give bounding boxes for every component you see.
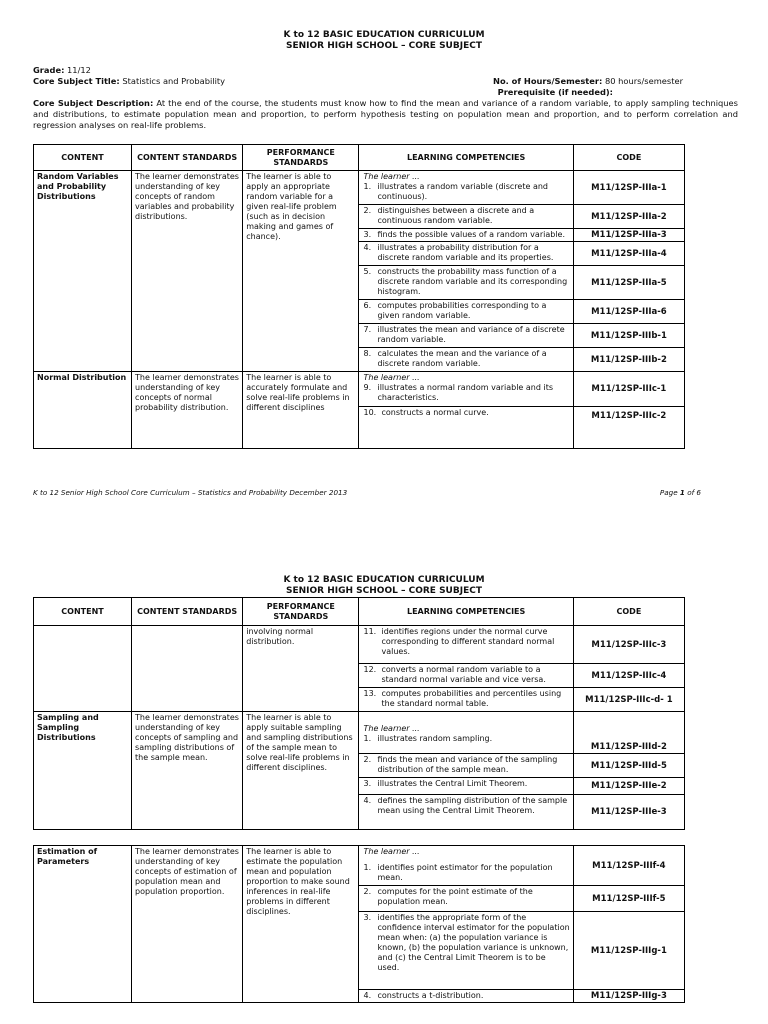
col-learning-competencies: LEARNING COMPETENCIES <box>359 598 573 626</box>
competency-item: The learner ... 1. illustrates random sampling. <box>359 712 573 754</box>
competency-item: 4. illustrates a probability distribution for a discrete random variable and its properties. <box>359 242 573 266</box>
performance-standard-cell: involving normal distribution. <box>243 626 359 712</box>
page-footer <box>33 488 701 497</box>
code-cell: M11/12SP-IIIc-2 <box>573 407 684 449</box>
competency-item: 3. finds the possible values of a random variable. <box>359 229 573 242</box>
code-cell: M11/12SP-IIIa-6 <box>573 300 684 324</box>
grade-label: Grade: <box>33 65 65 75</box>
competency-item: 12. converts a normal random variable to a standard normal variable and vice versa. <box>359 664 573 688</box>
col-content: CONTENT <box>34 598 132 626</box>
content-standard-cell: The learner demonstrates understanding of key concepts of sampling and sampling distributions of the sample mean. <box>132 712 243 830</box>
competency-item: 13. computes probabilities and percentiles using the standard normal table. <box>359 688 573 712</box>
code-cell: M11/12SP-IIIe-3 <box>573 795 684 830</box>
learner-intro: The learner ... <box>363 724 420 733</box>
header-line-2: SENIOR HIGH SCHOOL – CORE SUBJECT <box>286 41 482 51</box>
hours-label: No. of Hours/Semester: <box>493 76 603 86</box>
competency-item: 5. constructs the probability mass function of a discrete random variable and its corresponding histogram. <box>359 266 573 300</box>
hours-value: 80 hours/semester <box>604 76 683 86</box>
code-cell: M11/12SP-IIIb-2 <box>573 348 684 372</box>
code-cell: M11/12SP-IIIa-5 <box>573 266 684 300</box>
content-cell: Sampling and Sampling Distributions <box>34 712 132 830</box>
col-learning-competencies: LEARNING COMPETENCIES <box>359 145 573 171</box>
content-cell <box>34 626 132 712</box>
content-standard-cell: The learner demonstrates understanding of key concepts of random variables and probability distributions. <box>132 171 243 372</box>
competency-item: 8. calculates the mean and the variance of a discrete random variable. <box>359 348 573 372</box>
competency-item: 4. constructs a t-distribution. <box>359 990 573 1003</box>
code-cell: M11/12SP-IIIa-3 <box>573 229 684 242</box>
performance-standard-cell: The learner is able to accurately formulate and solve real-life problems in different disciplines <box>243 372 359 449</box>
competency-item: 3. identifies the appropriate form of the confidence interval estimator for the population mean when: (a) the population variance is known, (b) the population variance is unknown, and (c) the Central Limit Theorem is to be used. <box>359 912 573 990</box>
curriculum-table-1 <box>33 144 685 449</box>
code-cell: M11/12SP-IIIc-4 <box>573 664 684 688</box>
code-cell: M11/12SP-IIId-2 <box>573 712 684 754</box>
code-cell: M11/12SP-IIIc-3 <box>573 626 684 664</box>
competency-item: 2. finds the mean and variance of the sampling distribution of the sample mean. <box>359 754 573 778</box>
competency-item: The learner ... 1. identifies point estimator for the population mean. <box>359 846 573 886</box>
col-content-standards: CONTENT STANDARDS <box>132 145 243 171</box>
content-standard-cell: The learner demonstrates understanding of key concepts of estimation of population mean and population proportion. <box>132 846 243 1003</box>
learner-intro: The learner ... <box>363 847 420 856</box>
competency-item: 6. computes probabilities corresponding to a given random variable. <box>359 300 573 324</box>
code-cell: M11/12SP-IIId-5 <box>573 754 684 778</box>
competency-item: 11. identifies regions under the normal curve corresponding to different standard normal values. <box>359 626 573 664</box>
code-cell: M11/12SP-IIIg-3 <box>573 990 684 1003</box>
code-cell: M11/12SP-IIIg-1 <box>573 912 684 990</box>
col-code: CODE <box>573 145 684 171</box>
competency-item: 10. constructs a normal curve. <box>359 407 573 449</box>
competency-item: 7. illustrates the mean and variance of a discrete random variable. <box>359 324 573 348</box>
learner-intro: The learner ... <box>363 373 420 382</box>
performance-standard-cell: The learner is able to estimate the population mean and population proportion to make sound inferences in real-life problems in different disciplines. <box>243 846 359 1003</box>
competency-item: 3. illustrates the Central Limit Theorem. <box>359 778 573 795</box>
page-header <box>0 30 768 52</box>
competency-item: The learner ... 9. illustrates a normal random variable and its characteristics. <box>359 372 573 407</box>
description-text: At the end of the course, the students must know how to find the mean and variance of a random variable, to apply sampling techniques and distributions, to estimate population mean and proportion, to perform hypothesis testing on population mean and proportion, and to perform correlation and regression analyses on real-life problems. <box>33 98 738 130</box>
grade-value: 11/12 <box>67 65 91 75</box>
page-number: Page 1 of 6 <box>659 488 701 497</box>
prereq-label: Prerequisite (if needed): <box>497 87 613 97</box>
col-content: CONTENT <box>34 145 132 171</box>
code-cell: M11/12SP-IIIc-d- 1 <box>573 688 684 712</box>
description-label: Core Subject Description: <box>33 98 154 108</box>
content-cell: Random Variables and Probability Distributions <box>34 171 132 372</box>
competency-item: 2. computes for the point estimate of the population mean. <box>359 886 573 912</box>
code-cell: M11/12SP-IIIf-4 <box>573 846 684 886</box>
subject-meta <box>33 65 738 131</box>
content-standard-cell: The learner demonstrates understanding of key concepts of normal probability distribution. <box>132 372 243 449</box>
curriculum-table-3 <box>33 845 685 1003</box>
code-cell: M11/12SP-IIIb-1 <box>573 324 684 348</box>
col-performance-standards: PERFORMANCE STANDARDS <box>243 145 359 171</box>
header-line-1: K to 12 BASIC EDUCATION CURRICULUM <box>283 30 485 40</box>
competency-item: 4. defines the sampling distribution of the sample mean using the Central Limit Theorem. <box>359 795 573 830</box>
performance-standard-cell: The learner is able to apply suitable sampling and sampling distributions of the sample mean to solve real-life problems in different disciplines. <box>243 712 359 830</box>
col-performance-standards: PERFORMANCE STANDARDS <box>243 598 359 626</box>
content-standard-cell <box>132 626 243 712</box>
curriculum-table-2 <box>33 597 685 830</box>
col-content-standards: CONTENT STANDARDS <box>132 598 243 626</box>
col-code: CODE <box>573 598 684 626</box>
page-header <box>0 575 768 597</box>
content-cell: Normal Distribution <box>34 372 132 449</box>
code-cell: M11/12SP-IIIa-4 <box>573 242 684 266</box>
code-cell: M11/12SP-IIIa-2 <box>573 205 684 229</box>
footer-text: K to 12 Senior High School Core Curriculum – Statistics and Probability December 2013 <box>33 488 348 497</box>
learner-intro: The learner ... <box>363 172 420 181</box>
subject-label: Core Subject Title: <box>33 76 120 86</box>
code-cell: M11/12SP-IIIe-2 <box>573 778 684 795</box>
content-cell: Estimation of Parameters <box>34 846 132 1003</box>
code-cell: M11/12SP-IIIc-1 <box>573 372 684 407</box>
code-cell: M11/12SP-IIIa-1 <box>573 171 684 205</box>
subject-value: Statistics and Probability <box>122 76 226 86</box>
competency-item: 2. distinguishes between a discrete and a continuous random variable. <box>359 205 573 229</box>
header-line-1: K to 12 BASIC EDUCATION CURRICULUM <box>283 575 485 585</box>
code-cell: M11/12SP-IIIf-5 <box>573 886 684 912</box>
competency-item: The learner ... 1. illustrates a random variable (discrete and continuous). <box>359 171 573 205</box>
performance-standard-cell: The learner is able to apply an appropriate random variable for a given real-life problem (such as in decision making and games of chance). <box>243 171 359 372</box>
header-line-2: SENIOR HIGH SCHOOL – CORE SUBJECT <box>286 586 482 596</box>
